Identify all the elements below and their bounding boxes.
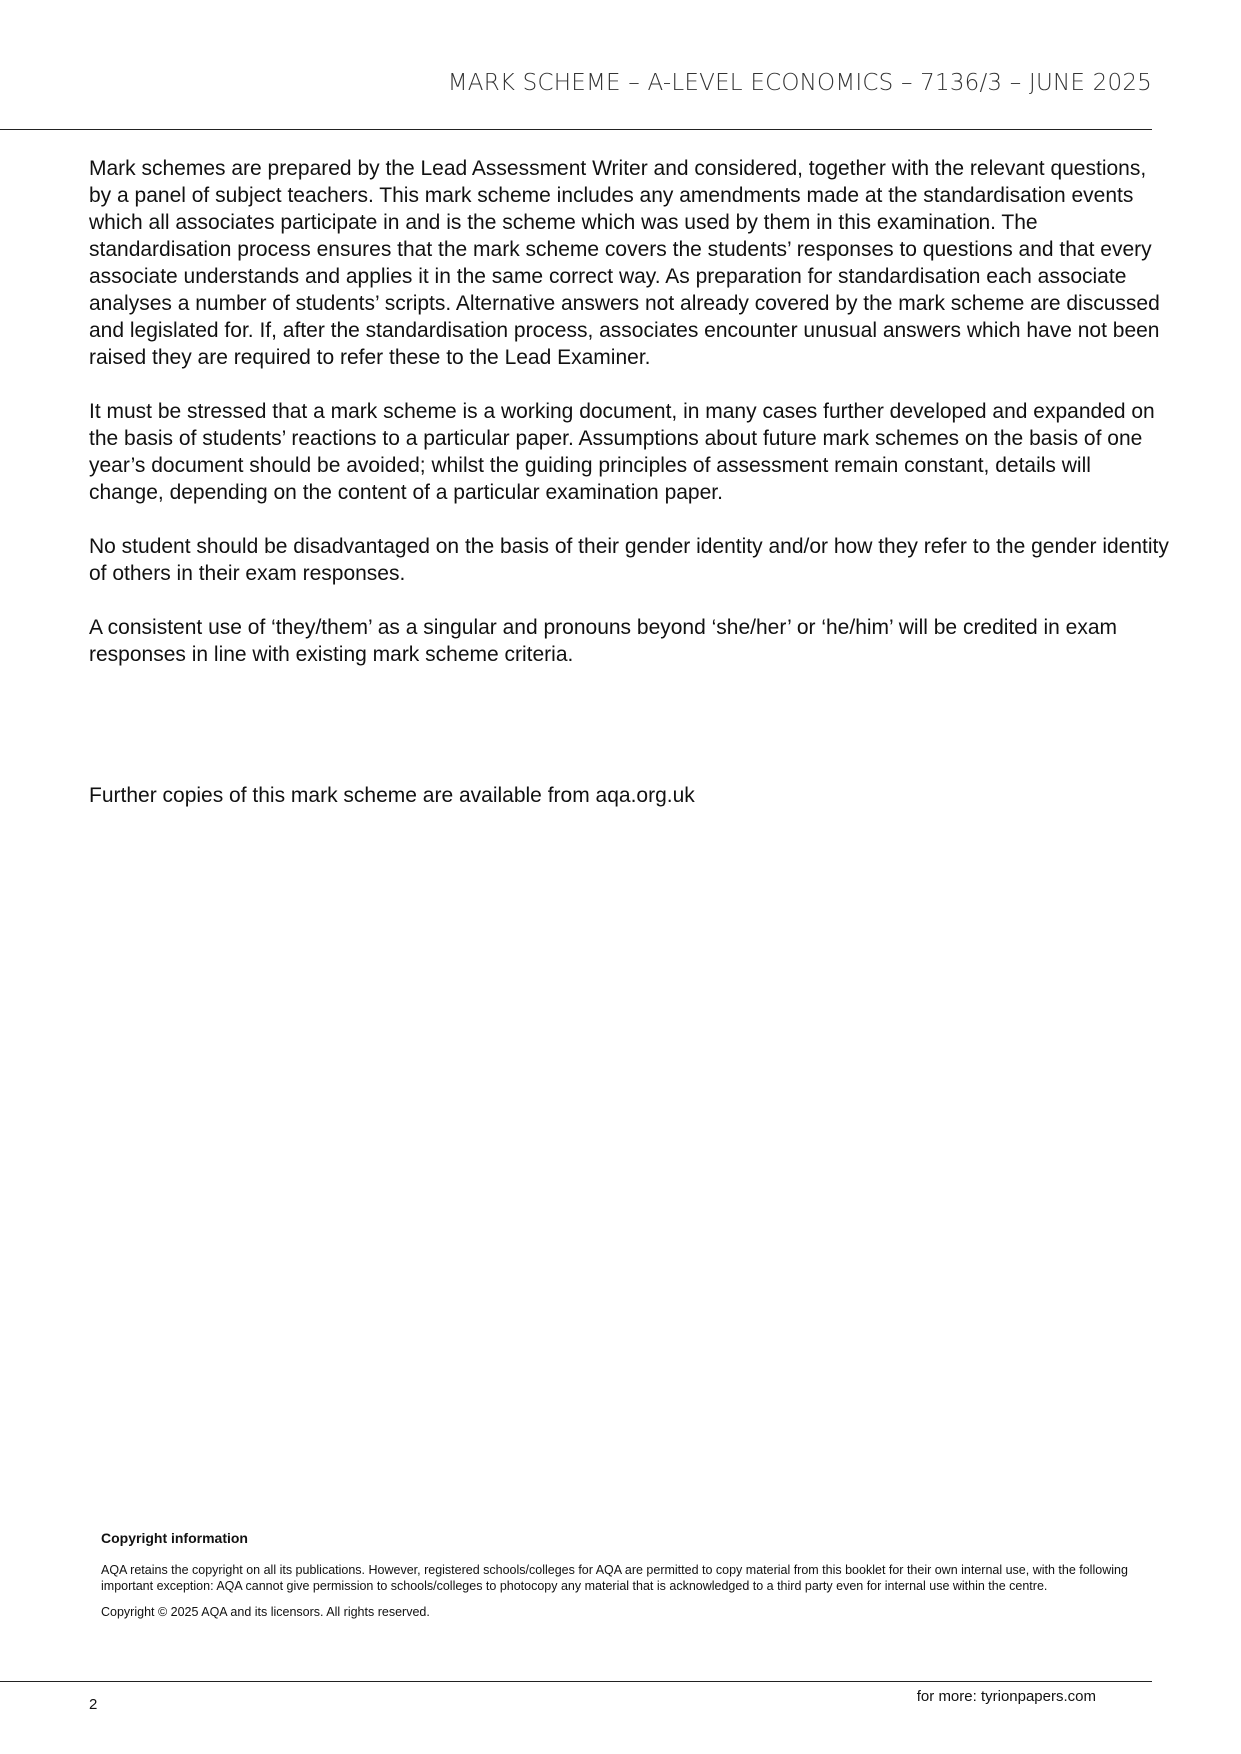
paragraph-pronouns: A consistent use of ‘they/them’ as a singular and pronouns beyond ‘she/her’ or ‘he/him’ will be credited in exam responses in line with existing mark scheme criteria.: [89, 616, 1118, 666]
copyright-heading: Copyright information: [101, 1530, 248, 1546]
paragraph-standardisation: Mark schemes are prepared by the Lead Assessment Writer and considered, together with the relevant questions, by a panel of subject teachers. This mark scheme includes any amendments made at the standardisation events which all associates participate in and is the scheme which was used by them in this examination. The standardisation process ensures that the mark scheme covers the students’ responses to questions and that every associate understands and applies it in the same correct way. As preparation for standardisation each associate analyses a number of students’ scripts. Alternative answers not already covered by the mark scheme are discussed and legislated for. If, after the standardisation process, associates encounter unusual answers which have not been raised they are required to refer these to the Lead Examiner.: [89, 157, 1160, 369]
footer-divider: [0, 1681, 1152, 1682]
footer-link-text: for more: tyrionpapers.com: [916, 1688, 1096, 1705]
page-header-title: MARK SCHEME – A-LEVEL ECONOMICS – 7136/3 – JUNE 2025: [447, 70, 1152, 96]
copyright-notice: Copyright © 2025 AQA and its licensors. All rights reserved.: [101, 1605, 430, 1619]
copyright-text: AQA retains the copyright on all its publications. However, registered schools/colleges for AQA are permitted to copy material from this booklet for their own internal use, with the following important exception: AQA cannot give permission to schools/colleges to photocopy any material that is acknowledged to a third party even for internal use within the centre.: [101, 1563, 1128, 1593]
page-number: 2: [89, 1696, 98, 1713]
paragraph-gender-identity: No student should be disadvantaged on the basis of their gender identity and/or how they refer to the gender identity of others in their exam responses.: [89, 535, 1169, 585]
further-copies-text: Further copies of this mark scheme are available from aqa.org.uk: [89, 784, 695, 807]
main-content: [89, 155, 1169, 695]
header-divider: [0, 129, 1152, 130]
copyright-section: [101, 1530, 1151, 1630]
paragraph-working-document: It must be stressed that a mark scheme is a working document, in many cases further developed and expanded on the basis of students’ reactions to a particular paper. Assumptions about future mark schemes on the basis of one year’s document should be avoided; whilst the guiding principles of assessment remain constant, details will change, depending on the content of a particular examination paper.: [89, 400, 1155, 504]
